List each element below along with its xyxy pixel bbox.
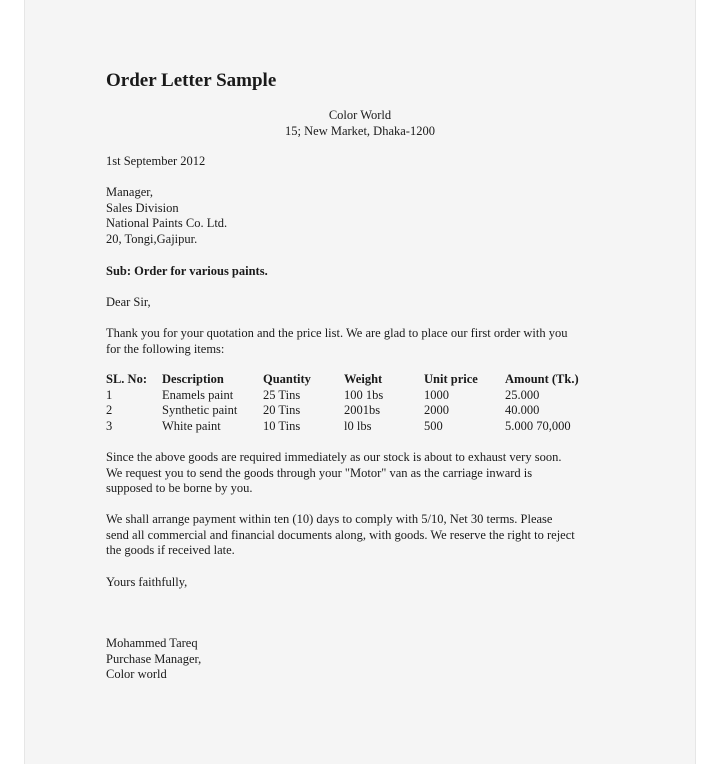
table-cell: 25.000 [505,387,540,402]
document-title: Order Letter Sample [106,70,277,91]
intro-paragraph [106,326,626,357]
table-cell: 25 Tins [263,387,301,402]
signature-line: Color world [106,667,167,682]
paragraph-line: Since the above goods are required immediately as our stock is about to exhaust very soon. [106,450,562,464]
paragraph-line: the goods if received late. [106,543,235,558]
recipient-line: Manager, [106,185,154,199]
paragraph-line: We request you to send the goods through your "Motor" van as the carriage inward is [106,465,533,480]
table-cell: White paint [162,418,221,433]
table-cell: 40.000 [505,403,540,417]
table-cell: 20 Tins [263,403,301,417]
paragraph-line: send all commercial and financial documents along, with goods. We reserve the right to reject [106,527,575,542]
table-cell: 2001bs [344,403,381,417]
column-header: Quantity [263,372,311,386]
signature-line: Purchase Manager, [106,651,202,666]
column-header: Unit price [424,372,478,386]
recipient-line: Sales Division [106,200,179,215]
sender-name: Color World [328,108,392,122]
table-cell: 1000 [424,387,449,402]
column-header: SL. No: [106,372,147,386]
paragraph-line: We shall arrange payment within ten (10) days to comply with 5/10, Net 30 terms. Please [106,512,553,526]
sender-address: 15; New Market, Dhaka-1200 [285,124,435,138]
table-cell: 2 [106,403,113,417]
paragraph-line: supposed to be borne by you. [106,481,253,496]
table-cell: Enamels paint [162,387,234,402]
table-cell: 1 [106,387,113,402]
body-paragraph [106,512,626,559]
closing: Yours faithfully, [106,575,188,589]
paragraph-line: for the following items: [106,341,225,356]
table-cell: 2000 [424,403,449,417]
column-header: Weight [344,372,383,386]
salutation: Dear Sir, [106,295,151,309]
table-cell: 10 Tins [263,418,301,433]
signature-line: Mohammed Tareq [106,636,198,650]
recipient-address [106,185,626,247]
subject-line: Sub: Order for various paints. [106,264,268,278]
recipient-line: National Paints Co. Ltd. [106,216,228,231]
table-cell: 500 [424,418,443,433]
table-cell: 100 1bs [344,387,384,402]
signature-block [106,636,626,683]
paragraph-line: Thank you for your quotation and the price list. We are glad to place our first order with you [106,326,568,340]
table-cell: l0 lbs [344,418,372,433]
table-cell: Synthetic paint [162,403,238,417]
letter-date: 1st September 2012 [106,154,206,168]
column-header: Amount (Tk.) [505,372,579,386]
body-paragraph [106,450,626,497]
table-cell: 5.000 70,000 [505,418,571,433]
table-cell: 3 [106,418,113,433]
column-header: Description [162,372,224,386]
recipient-line: 20, Tongi,Gajipur. [106,231,198,246]
